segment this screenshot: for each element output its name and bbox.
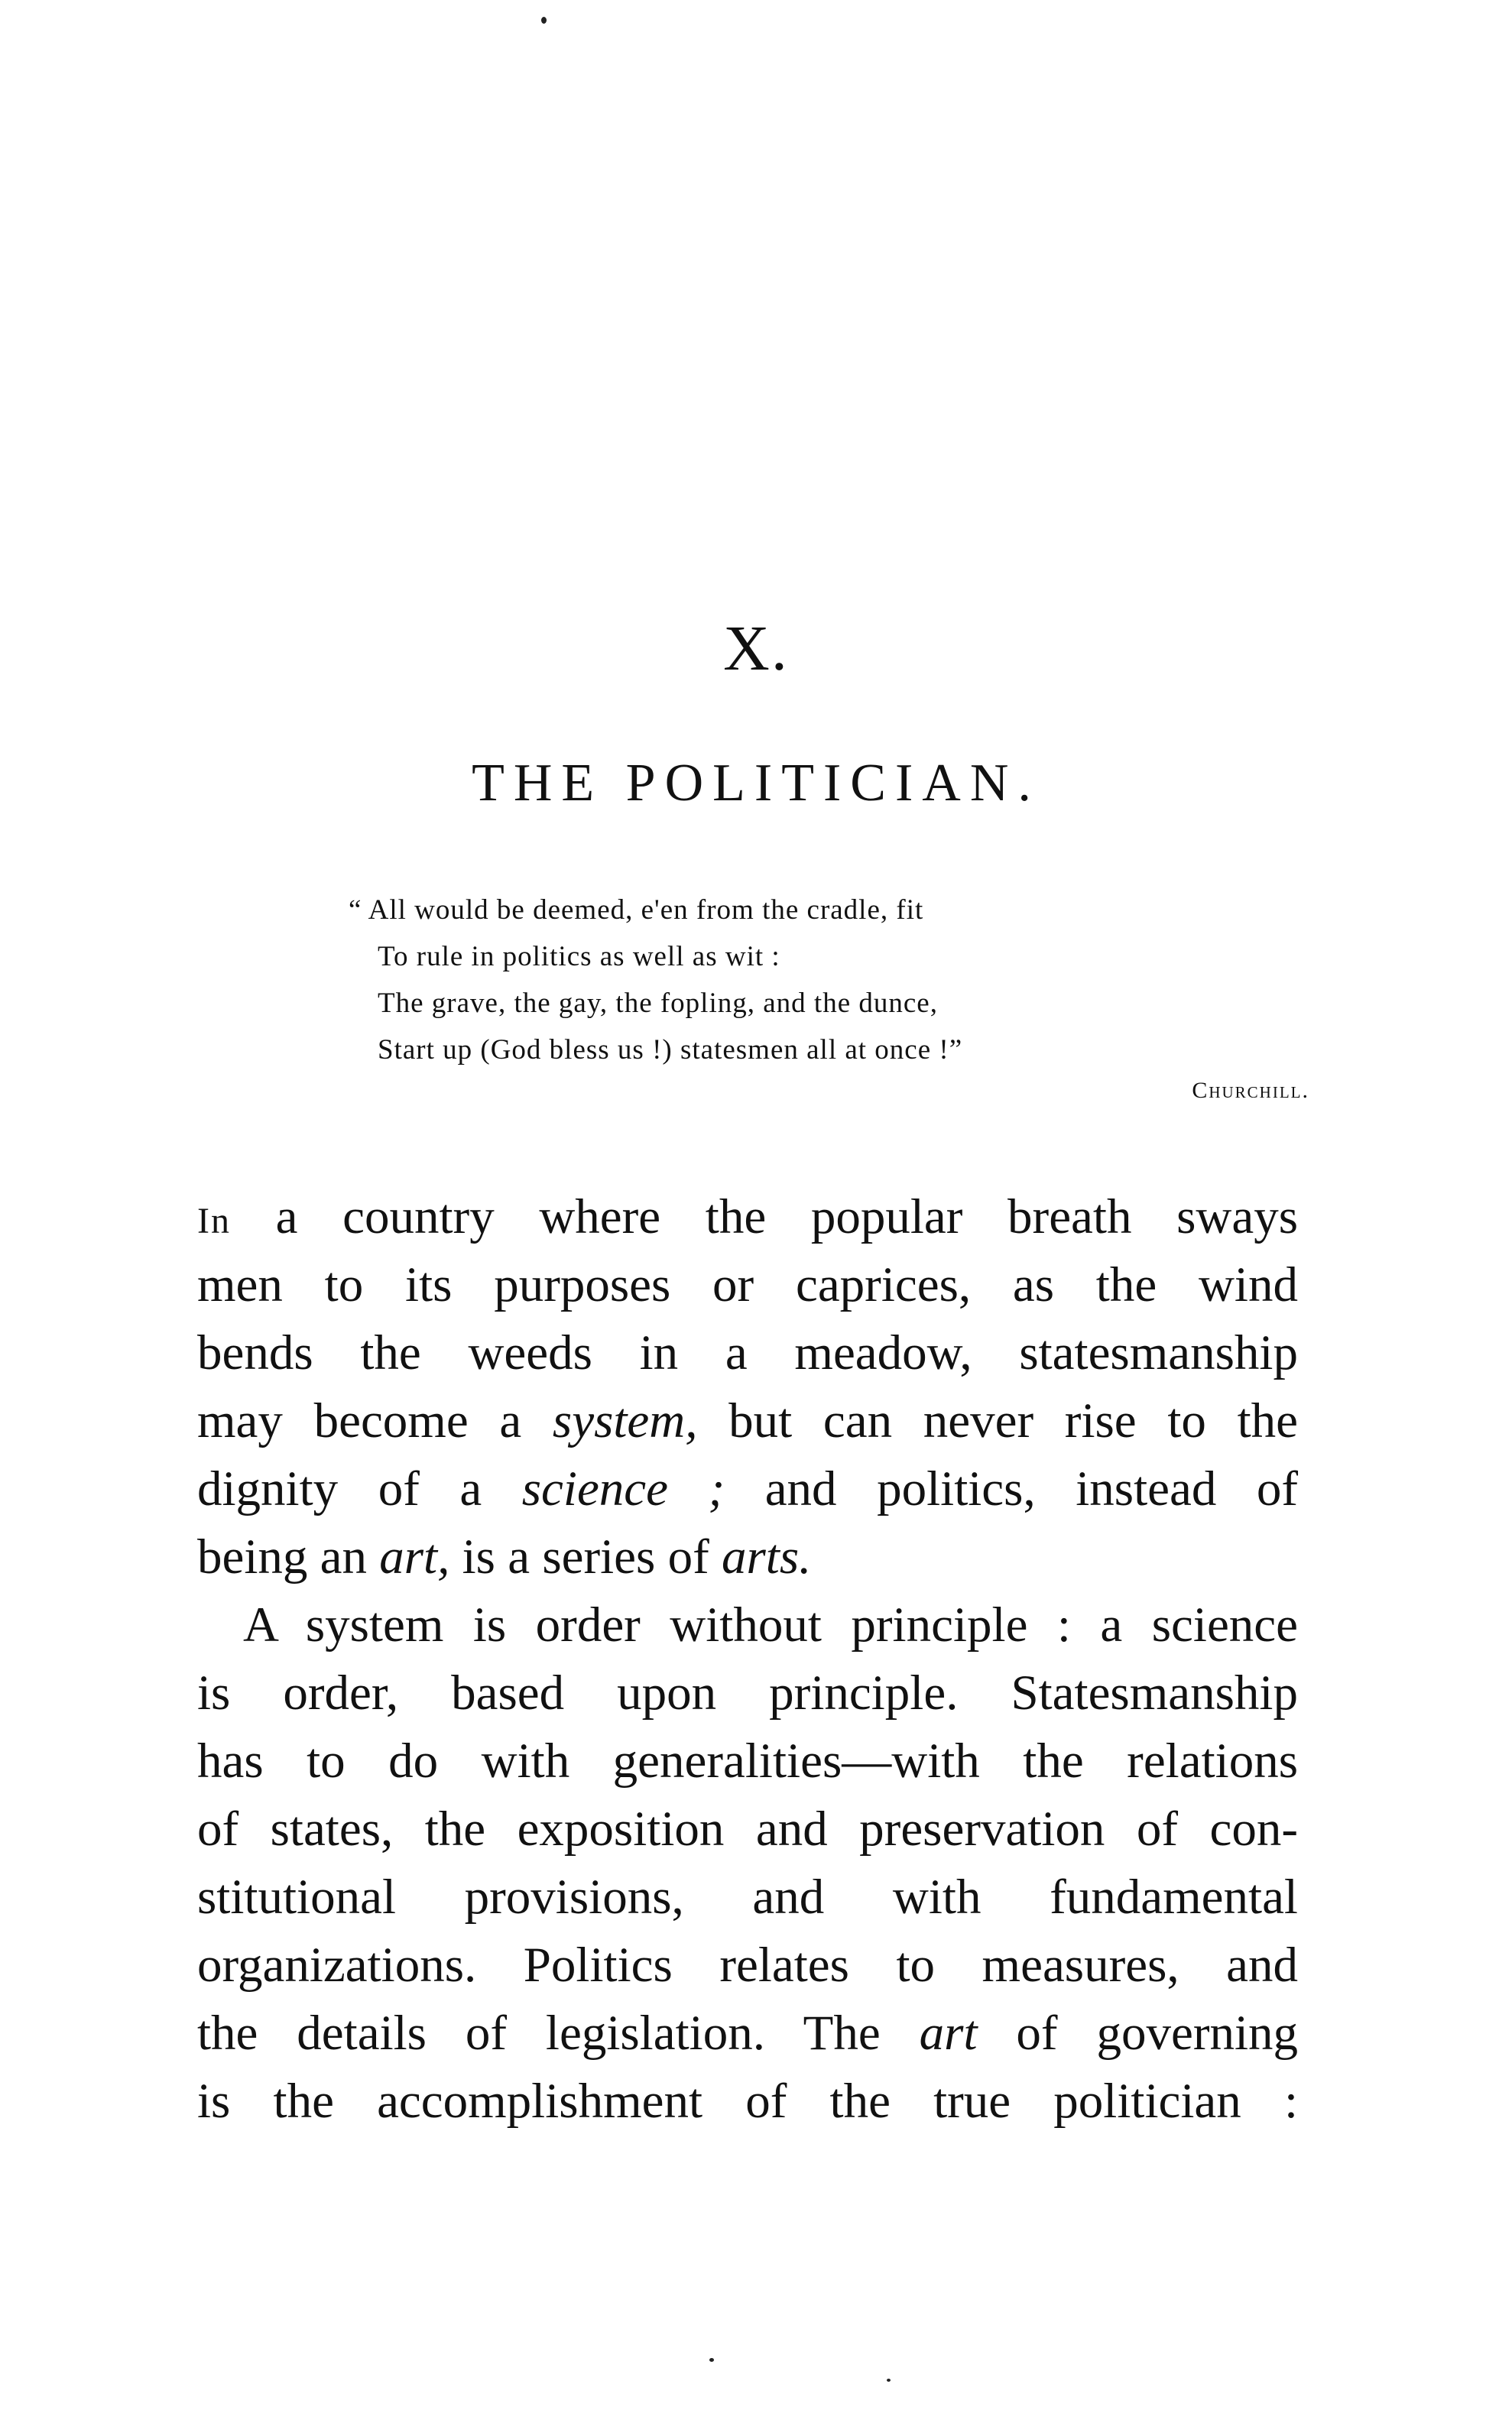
emphasis: art, — [379, 1529, 450, 1585]
print-speck — [709, 2358, 714, 2362]
epigraph — [349, 887, 1312, 1073]
text-line: bends the weeds in a meadow, statesmanship — [197, 1325, 1298, 1380]
chapter-number: X. — [723, 613, 789, 684]
text-line: being an art, is a series of arts. — [197, 1529, 812, 1585]
text-line: the details of legislation. The art of governing — [197, 2006, 1299, 2061]
text-line: organizations. Politics relates to measures, and — [197, 1938, 1298, 1993]
opening-word: In — [197, 1201, 231, 1241]
chapter-title: THE POLITICIAN. — [472, 754, 1040, 813]
body-text — [197, 1183, 1298, 2136]
print-speck — [887, 2379, 891, 2382]
text-line: has to do with generalities—with the relations — [197, 1734, 1298, 1789]
epigraph-line: The grave, the gay, the fopling, and the dunce, — [378, 988, 938, 1019]
epigraph-line: To rule in politics as well as wit : — [378, 941, 780, 972]
text-line: A system is order without principle : a science — [243, 1597, 1298, 1653]
emphasis: art — [919, 2006, 978, 2061]
epigraph-attribution: Churchill. — [1192, 1078, 1309, 1103]
emphasis: system, — [552, 1393, 698, 1448]
text-line: of states, the exposition and preservation of con- — [197, 1802, 1298, 1857]
text-line: is the accomplishment of the true politician : — [197, 2074, 1298, 2129]
print-speck — [541, 17, 547, 24]
text-line: may become a system, but can never rise to the — [197, 1393, 1298, 1448]
text-line: men to its purposes or caprices, as the wind — [197, 1257, 1298, 1312]
text-line: In a country where the popular breath sways — [197, 1189, 1298, 1244]
text-line: stitutional provisions, and with fundamental — [197, 1870, 1298, 1925]
text-line: is order, based upon principle. Statesmanship — [197, 1666, 1298, 1721]
epigraph-line: “ All would be deemed, e'en from the cradle, fit — [349, 894, 924, 926]
epigraph-line: Start up (God bless us !) statesmen all at once !” — [378, 1034, 963, 1066]
emphasis: science ; — [521, 1461, 725, 1516]
text-line: dignity of a science ; and politics, instead of — [197, 1461, 1299, 1516]
emphasis: arts. — [721, 1529, 812, 1585]
